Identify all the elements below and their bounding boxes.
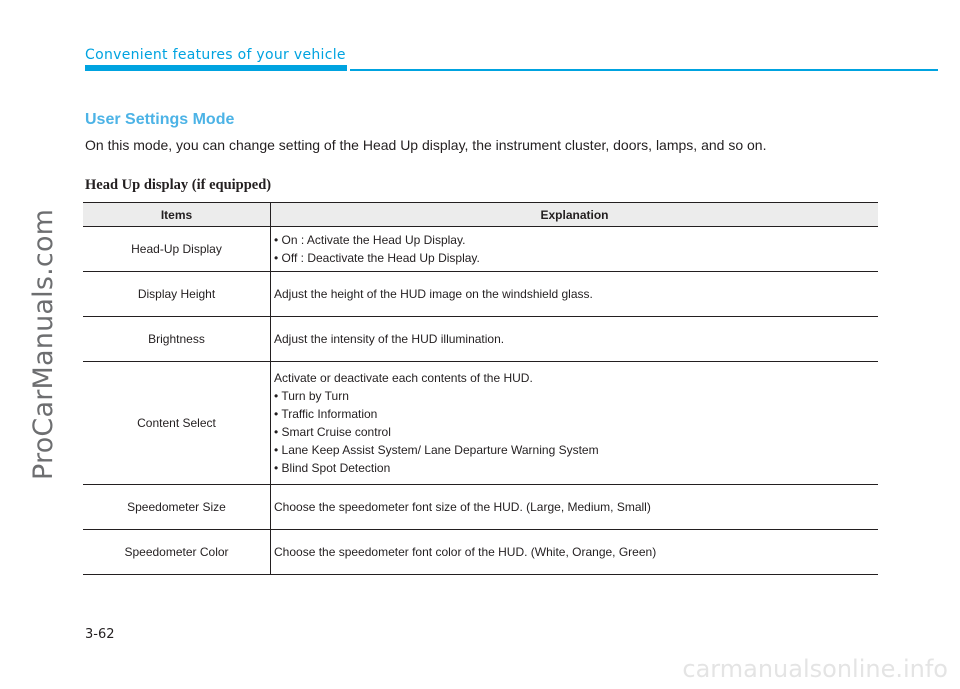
hud-settings-table bbox=[83, 202, 878, 575]
item-cell: Brightness bbox=[83, 317, 271, 362]
table-row bbox=[83, 272, 878, 317]
item-cell: Speedometer Color bbox=[83, 530, 271, 575]
explanation-line: Adjust the intensity of the HUD illumination. bbox=[274, 332, 505, 346]
side-watermark: ProCarManuals.com bbox=[28, 208, 59, 480]
explanation-line: Choose the speedometer font color of the HUD. (White, Orange, Green) bbox=[274, 545, 657, 559]
explanation-cell bbox=[271, 530, 879, 575]
explanation-line: • Smart Cruise control bbox=[274, 425, 391, 439]
explanation-line: • Lane Keep Assist System/ Lane Departure Warning System bbox=[274, 443, 599, 457]
header-bar-thick bbox=[85, 65, 347, 71]
explanation-cell bbox=[271, 317, 879, 362]
column-header-explanation: Explanation bbox=[271, 203, 879, 227]
explanation-line: Activate or deactivate each contents of the HUD. bbox=[274, 371, 533, 385]
explanation-line: • Off : Deactivate the Head Up Display. bbox=[274, 251, 480, 265]
explanation-cell bbox=[271, 227, 879, 272]
intro-paragraph: On this mode, you can change setting of the Head Up display, the instrument cluster, doors, lamps, and so on. bbox=[85, 137, 767, 153]
header-bar-thin bbox=[350, 69, 938, 71]
table-header-row bbox=[83, 203, 878, 227]
table-title: Head Up display (if equipped) bbox=[85, 177, 272, 193]
item-cell: Speedometer Size bbox=[83, 485, 271, 530]
table-row bbox=[83, 317, 878, 362]
section-header bbox=[85, 45, 938, 73]
explanation-line: Adjust the height of the HUD image on the windshield glass. bbox=[274, 287, 593, 301]
table-row bbox=[83, 485, 878, 530]
table-row bbox=[83, 362, 878, 485]
explanation-line: • Traffic Information bbox=[274, 407, 378, 421]
section-title: Convenient features of your vehicle bbox=[85, 47, 346, 63]
explanation-cell bbox=[271, 272, 879, 317]
item-cell: Head-Up Display bbox=[83, 227, 271, 272]
item-cell: Display Height bbox=[83, 272, 271, 317]
table-row bbox=[83, 227, 878, 272]
item-cell: Content Select bbox=[83, 362, 271, 485]
page-number: 3-62 bbox=[85, 627, 115, 642]
subheading: User Settings Mode bbox=[85, 111, 235, 128]
explanation-line: • On : Activate the Head Up Display. bbox=[274, 233, 466, 247]
explanation-cell bbox=[271, 362, 879, 485]
column-header-items: Items bbox=[83, 203, 271, 227]
explanation-line: Choose the speedometer font size of the HUD. (Large, Medium, Small) bbox=[274, 500, 651, 514]
bottom-watermark: carmanualsonline.info bbox=[682, 655, 948, 683]
explanation-line: • Turn by Turn bbox=[274, 389, 349, 403]
table-row bbox=[83, 530, 878, 575]
explanation-line: • Blind Spot Detection bbox=[274, 461, 391, 475]
explanation-cell bbox=[271, 485, 879, 530]
